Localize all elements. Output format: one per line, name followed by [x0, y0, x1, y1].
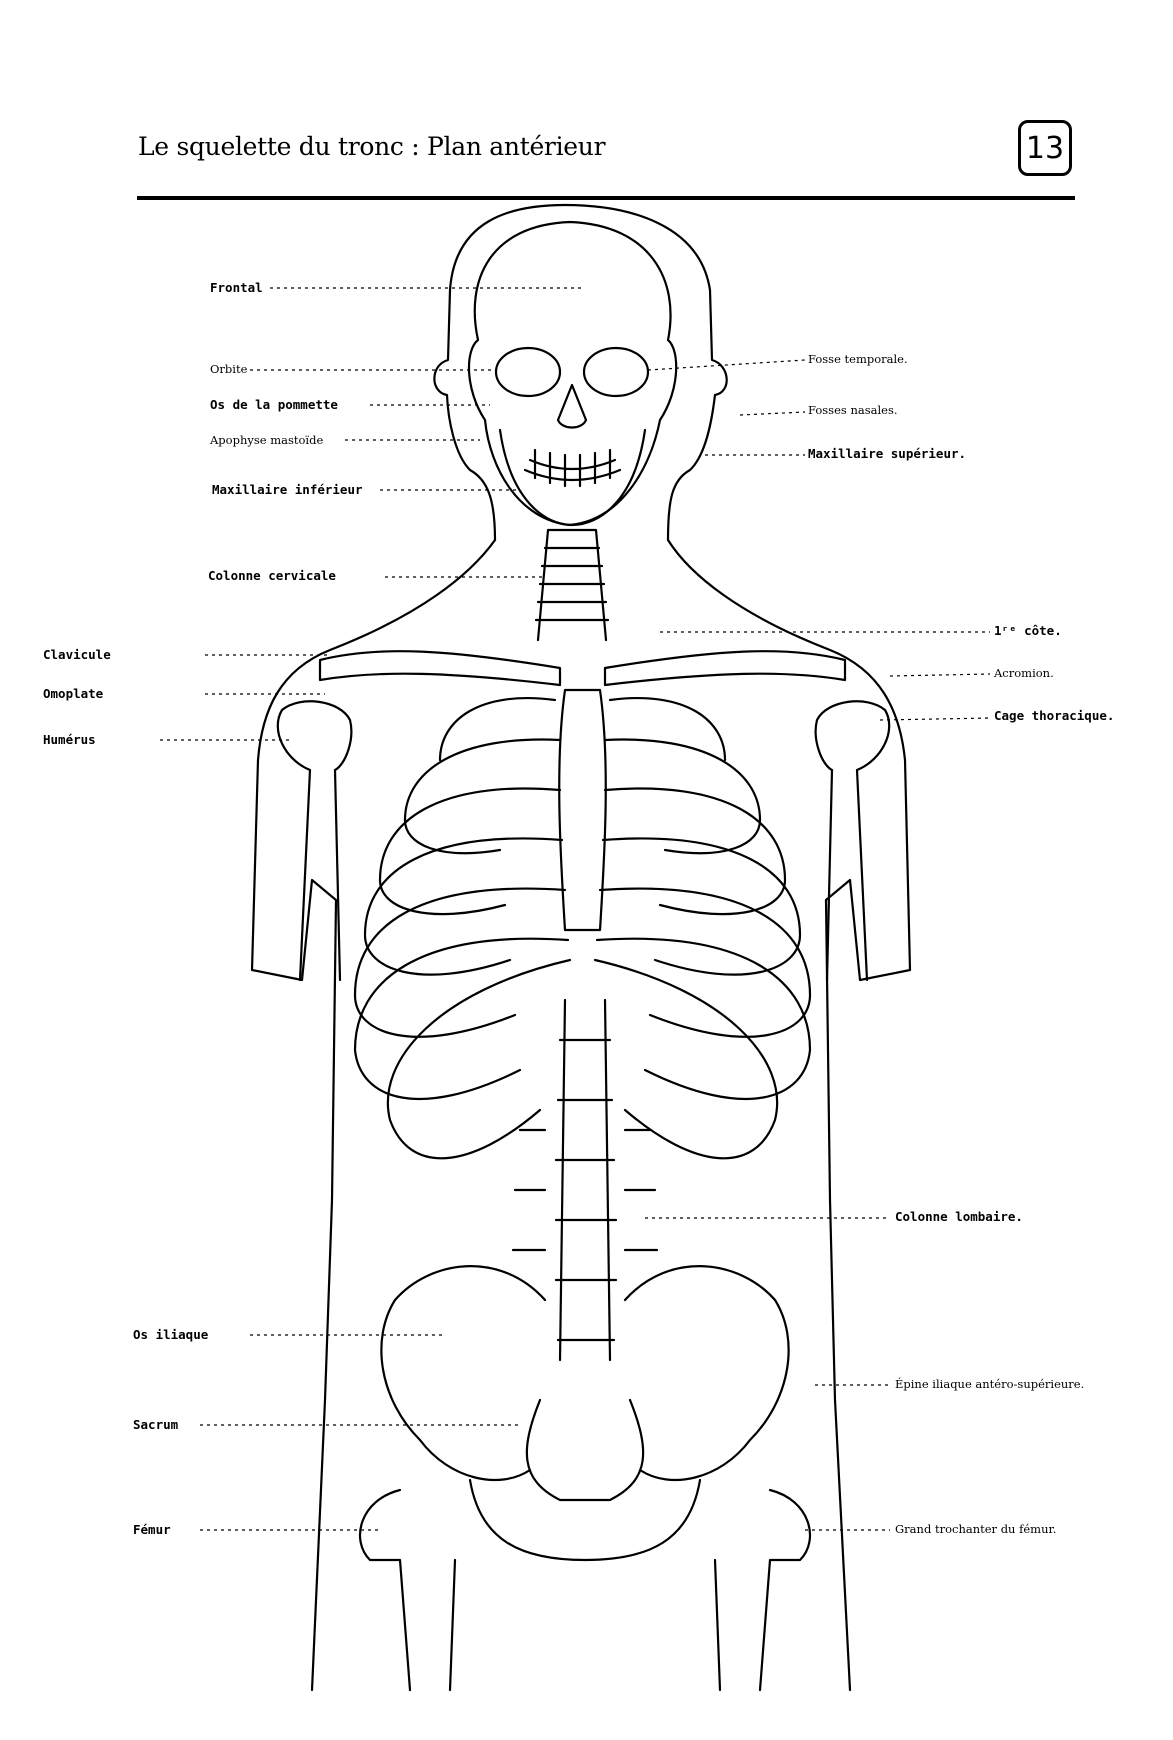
label-omoplate: Omoplate [43, 686, 104, 701]
label-os-pommette: Os de la pommette [210, 397, 338, 412]
humerus-left [278, 701, 352, 980]
label-cage-thoracique: Cage thoracique. [994, 708, 1115, 723]
orbit-right [584, 348, 648, 396]
clavicle-left [320, 651, 560, 685]
label-sacrum: Sacrum [133, 1417, 179, 1432]
label-frontal: Frontal [210, 280, 263, 295]
label-fosse-temporale: Fosse temporale. [808, 352, 908, 366]
label-acromion: Acromion. [994, 666, 1054, 680]
teeth [525, 450, 620, 486]
label-maxillaire-inferieur: Maxillaire inférieur [212, 482, 363, 497]
lumbar-spine [513, 1000, 657, 1360]
femur-right [715, 1490, 810, 1690]
label-os-iliaque: Os iliaque [133, 1327, 209, 1342]
clavicle-right [605, 651, 845, 685]
label-fosses-nasales: Fosses nasales. [808, 403, 898, 417]
label-maxillaire-superieur: Maxillaire supérieur. [808, 446, 967, 461]
label-colonne-cervicale: Colonne cervicale [208, 568, 336, 583]
label-premiere-cote: 1ʳᵉ côte. [994, 623, 1062, 638]
label-grand-trochanter: Grand trochanter du fémur. [895, 1522, 1057, 1536]
nasal-cavity [558, 385, 586, 428]
body-outline [434, 205, 910, 1690]
ribs-left [355, 698, 570, 1158]
page-title: Le squelette du tronc : Plan antérieur [138, 132, 606, 161]
orbit-left [496, 348, 560, 396]
label-epine-iliaque: Épine iliaque antéro-supérieure. [895, 1377, 1085, 1391]
leader-lines [160, 288, 990, 1530]
page-number: 13 [1018, 120, 1072, 176]
label-orbite: Orbite [210, 362, 248, 376]
label-clavicule: Clavicule [43, 647, 111, 662]
sternum [559, 690, 606, 930]
label-humerus: Humérus [43, 732, 96, 747]
pelvis [381, 1266, 788, 1560]
ribs-right [595, 698, 810, 1158]
label-apophyse-mastoide: Apophyse mastoïde [210, 433, 324, 447]
cervical-spine [536, 530, 608, 640]
jaw [500, 430, 645, 525]
label-colonne-lombaire: Colonne lombaire. [895, 1209, 1023, 1224]
label-femur: Fémur [133, 1522, 171, 1537]
femur-left [360, 1490, 455, 1690]
